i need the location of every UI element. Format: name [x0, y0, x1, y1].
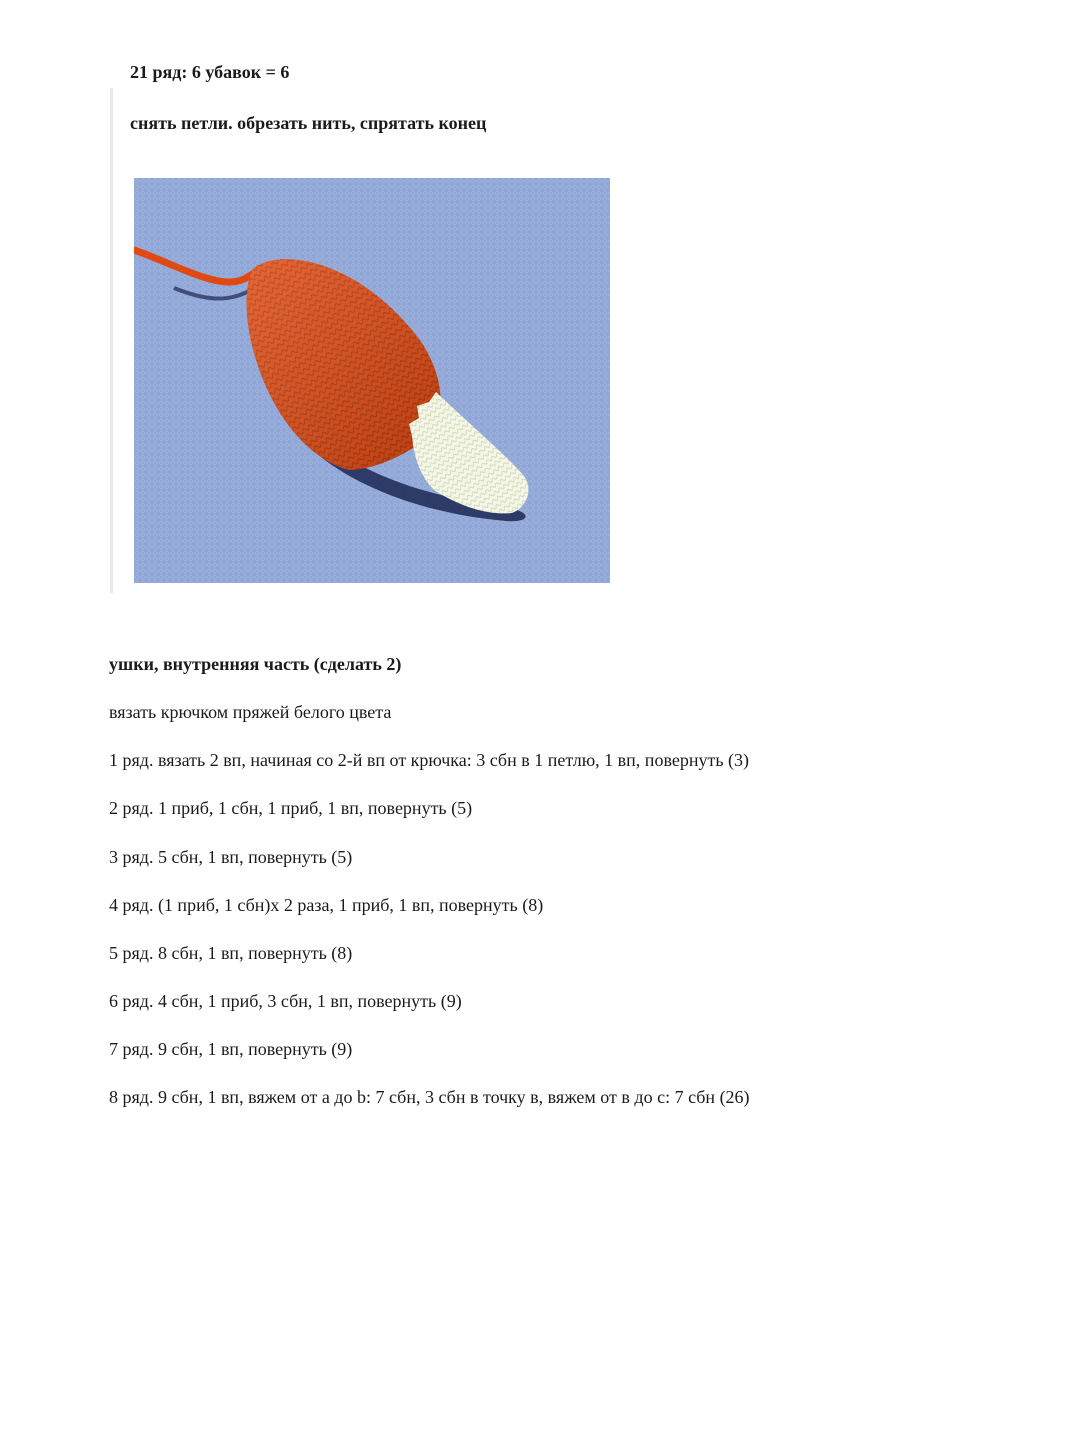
instruction-row: 3 ряд. 5 сбн, 1 вп, повернуть (5) — [109, 847, 353, 867]
section-heading: ушки, внутренняя часть (сделать 2) — [109, 654, 402, 674]
cast-off-instruction: снять петли. обрезать нить, спрятать конец — [130, 113, 487, 133]
row-21-instruction: 21 ряд: 6 убавок = 6 — [130, 62, 290, 82]
instruction-row: 4 ряд. (1 приб, 1 сбн)х 2 раза, 1 приб, 1 вп, повернуть (8) — [109, 895, 544, 915]
section-intro: вязать крючком пряжей белого цвета — [109, 702, 392, 722]
instruction-row: 7 ряд. 9 сбн, 1 вп, повернуть (9) — [109, 1039, 353, 1059]
crochet-tail-photo — [134, 178, 610, 583]
instruction-row: 6 ряд. 4 сбн, 1 приб, 3 сбн, 1 вп, повернуть (9) — [109, 991, 462, 1011]
instruction-row: 8 ряд. 9 сбн, 1 вп, вяжем от а до b: 7 сбн, 3 сбн в точку в, вяжем от в до с: 7 сбн (26) — [109, 1087, 750, 1107]
instruction-row: 5 ряд. 8 сбн, 1 вп, повернуть (8) — [109, 943, 353, 963]
blockquote-bar — [110, 88, 113, 593]
instruction-row: 2 ряд. 1 приб, 1 сбн, 1 приб, 1 вп, повернуть (5) — [109, 798, 473, 818]
instruction-row: 1 ряд. вязать 2 вп, начиная со 2-й вп от крючка: 3 сбн в 1 петлю, 1 вп, повернуть (3) — [109, 750, 750, 770]
